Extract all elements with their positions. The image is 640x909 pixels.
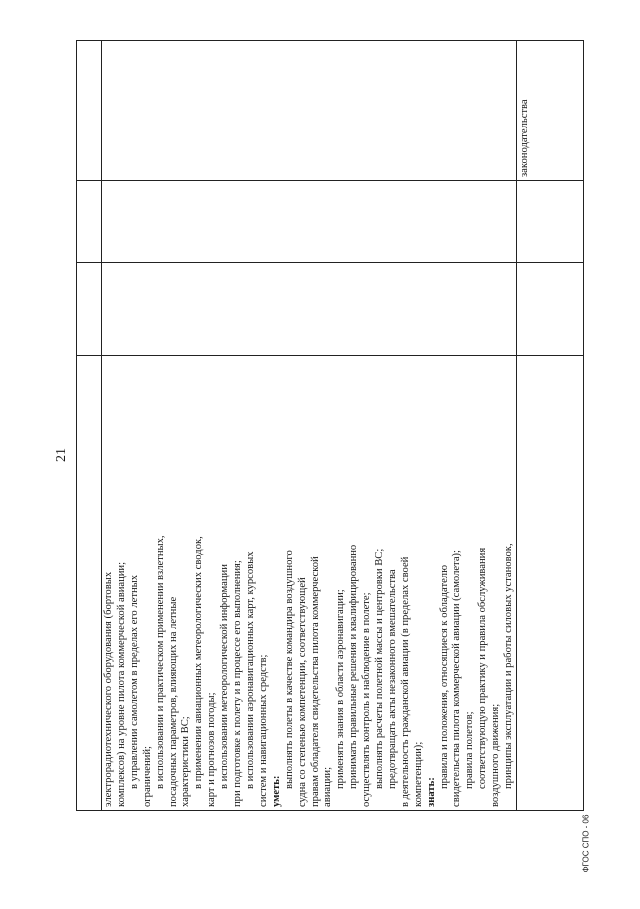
text-line: в использовании и практическом применении взлетных, [154,535,166,789]
table-cell-empty [77,181,102,263]
text-line: уметь: [270,775,282,807]
text-line: правам обладателя свидетельства пилота коммерческой [309,556,321,807]
text-line: выполнять полеты в качестве командира воздушного [283,550,295,789]
text-line: карт и прогнозов погоды; [206,692,218,807]
text-line: принимать правильные решения и квалифицированно [348,544,360,789]
text-line: в использовании аэронавигационных карт, курсовых [244,551,256,789]
text-line: в управлении самолетом в пределах его летных [128,574,140,789]
table-cell-empty [77,356,102,811]
text-line: судна со степенью компетенции, соответствующей [296,577,308,807]
table-cell-empty [77,263,102,356]
table-cell-empty [77,41,102,181]
text-line: осуществлять контроль и наблюдение в полете; [361,592,373,807]
text-line: предотвращать акты незаконного вмешательства [386,569,398,789]
table-cell-empty [102,41,517,181]
text-line: применять знания в области аэронавигации; [335,589,347,789]
text-line: в использовании метеорологической информации [219,564,231,789]
table-cell-empty [102,263,517,356]
text-line: в деятельность гражданской авиации (в пределах своей [399,556,411,807]
text-line: ограничений; [141,746,153,807]
competency-text [102,356,516,810]
text-line: воздушного движения; [490,703,502,807]
text-line: соответствующую практику и правила обслуживания [477,547,489,789]
text-line: авиации; [322,766,334,807]
text-line: характеристики ВС; [180,716,192,807]
text-line: компетенции); [412,741,424,807]
text-line: принципы эксплуатации и работы силовых установок, [503,543,515,789]
page-number: 21 [54,448,69,462]
text-line: правила полетов; [464,711,476,789]
text-line: при подготовке к полету и в процессе его выполнения; [232,560,244,807]
text-line: свидетельства пилота коммерческой авиации (самолета); [451,550,463,807]
text-line: в применении авиационных метеорологических сводок, [193,536,205,789]
text-line: посадочных параметров, влияющих на летные [167,596,179,807]
text-line: электрорадиотехнического оборудования (бортовых [103,571,114,807]
competency-text-cell [102,356,517,811]
discipline-cell [517,41,584,181]
table-cell-empty [517,356,584,811]
document-table [76,41,565,811]
discipline-text: законодательства [519,99,530,177]
text-line: правила и положения, относящиеся к обладателю [438,565,450,789]
text-line: выполнять расчеты полетной массы и центровки ВС; [374,548,386,789]
text-line: комплексов) на уровне пилота коммерческой авиации; [115,561,127,807]
text-line: систем и навигационных средств; [257,654,269,807]
table-cell-empty [517,263,584,356]
document-code: ФГОС СПО - 06 [581,814,591,873]
table-cell-empty [102,181,517,263]
table-cell-empty [517,181,584,263]
text-line: знать: [425,777,437,807]
